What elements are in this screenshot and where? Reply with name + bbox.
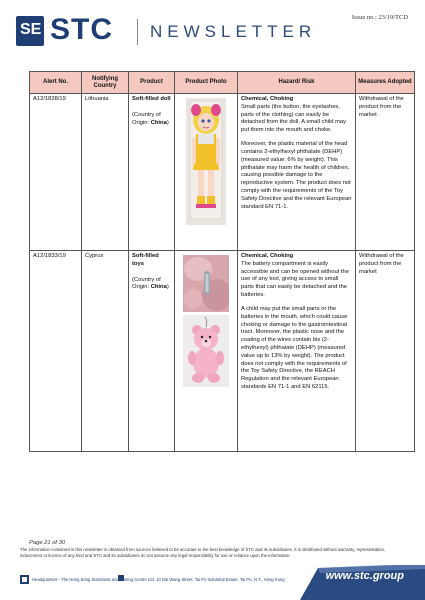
origin-label: (Country of Origin: <box>132 276 161 291</box>
hazard-cell <box>238 251 356 452</box>
alert-no-cell: A12/1833/19 <box>30 251 82 452</box>
table-header-row <box>30 72 415 94</box>
product-name: Soft-filled toys <box>132 253 159 267</box>
alert-no-cell: A12/1828/19 <box>30 94 82 251</box>
logo-mark-text: SE <box>20 21 42 38</box>
stc-logo <box>16 13 126 48</box>
newsletter-title: NEWSLETTER <box>150 22 317 41</box>
header-measures: Measures Adopted <box>356 72 415 94</box>
header-product: Product <box>129 72 175 94</box>
measures-cell: Withdrawal of the product from the market <box>356 94 415 251</box>
hazard-cell <box>238 94 356 251</box>
toy-bear-photo <box>183 315 229 387</box>
headquarters-address: Headquarters - The Hong Kong Standards and Testing Centre Ltd. 10 Dai Wang Street, Tai Po Industrial Estate, Tai Po, N.T., Hong Kong <box>32 577 285 582</box>
origin-close: ) <box>166 284 169 291</box>
alerts-table <box>29 71 415 452</box>
hazard-paragraph-1: Small parts (the button, the eyelashes, parts of the clothing) can easily be detached from the doll. A small child may put them into the mouth and choke. <box>241 103 347 134</box>
hazard-title: Chemical, Choking <box>241 96 294 102</box>
website-link[interactable]: www.stc.group <box>325 570 404 582</box>
hazard-paragraph-2: A child may put the small parts or the batteries in the mouth, which could cause choking or damage to the gastrointestinal tract. Moreover, the plastic nose and the coating of the wires contain bis (2-ethylhexyl) phthalate (DEHP) (measured value up to 13% by weight). The product does not comply with the requirements of the Toy Safety Directive, the REACH Regulation and the relevant European standards EN 71-1 and EN 62115. <box>241 305 348 390</box>
origin-country: China <box>150 119 167 126</box>
hazard-paragraph-1: The battery compartment is easily accessible and can be opened without the use of any tool, giving access to small parts that can easily be detached and the batteries. <box>241 260 349 299</box>
photo-cell <box>175 251 238 452</box>
measures-cell: Withdrawal of the product from the market <box>356 251 415 452</box>
product-cell <box>129 251 175 452</box>
country-cell: Lithuania <box>82 94 129 251</box>
header-photo: Product Photo <box>175 72 238 94</box>
header-alert-no: Alert No. <box>30 72 82 94</box>
logo-mark <box>16 16 44 46</box>
page-number: Page 21 of 30 <box>29 540 66 546</box>
country-cell: Cyprus <box>82 251 129 452</box>
page-header <box>0 0 425 62</box>
issue-number: Issue no.: 23/19/TCD <box>351 14 408 21</box>
product-cell <box>129 94 175 251</box>
logo-text: STC <box>50 13 113 46</box>
header-hazard: Hazard/ Risk <box>238 72 356 94</box>
header-country: Notifying Country <box>82 72 129 94</box>
origin-text <box>132 112 171 128</box>
disclaimer-text: The information contained in this newsletter is obtained from sources believed to be accurate to the best knowledge of STC and its subsidiaries. It is distributed without warranty, representation, inducement or licence of any kind and STC and its subsidiaries do not assume any legal responsibility for use or reliance upon the information. <box>20 547 386 559</box>
footer-bar <box>0 565 425 600</box>
origin-label: (Country of Origin: <box>132 111 161 126</box>
origin-country: China <box>150 284 167 291</box>
hazard-title: Chemical, Choking <box>241 253 294 259</box>
toy-closeup-photo <box>183 255 229 312</box>
hazard-paragraph-2: Moreover, the plastic material of the head contains 2-ethylhexyl phthalate (DEHP) (measured value: 6% by weight). This phthalate may harm the health of children, causing possible damage to the reproductive system. The product does not comply with the requirements of the Toy Safety Directive and the relevant European standard EN 71-1. <box>241 141 352 210</box>
doll-photo <box>186 98 226 225</box>
photo-cell <box>175 94 238 251</box>
table-row <box>30 94 415 251</box>
origin-text <box>132 277 171 293</box>
doll-image <box>186 98 226 225</box>
plush-closeup-image <box>183 255 229 312</box>
origin-close: ) <box>166 119 169 126</box>
teddy-bear-image <box>183 315 229 387</box>
table-row <box>30 251 415 452</box>
header-divider <box>137 19 138 45</box>
product-name: Soft-filled doll <box>132 96 171 102</box>
